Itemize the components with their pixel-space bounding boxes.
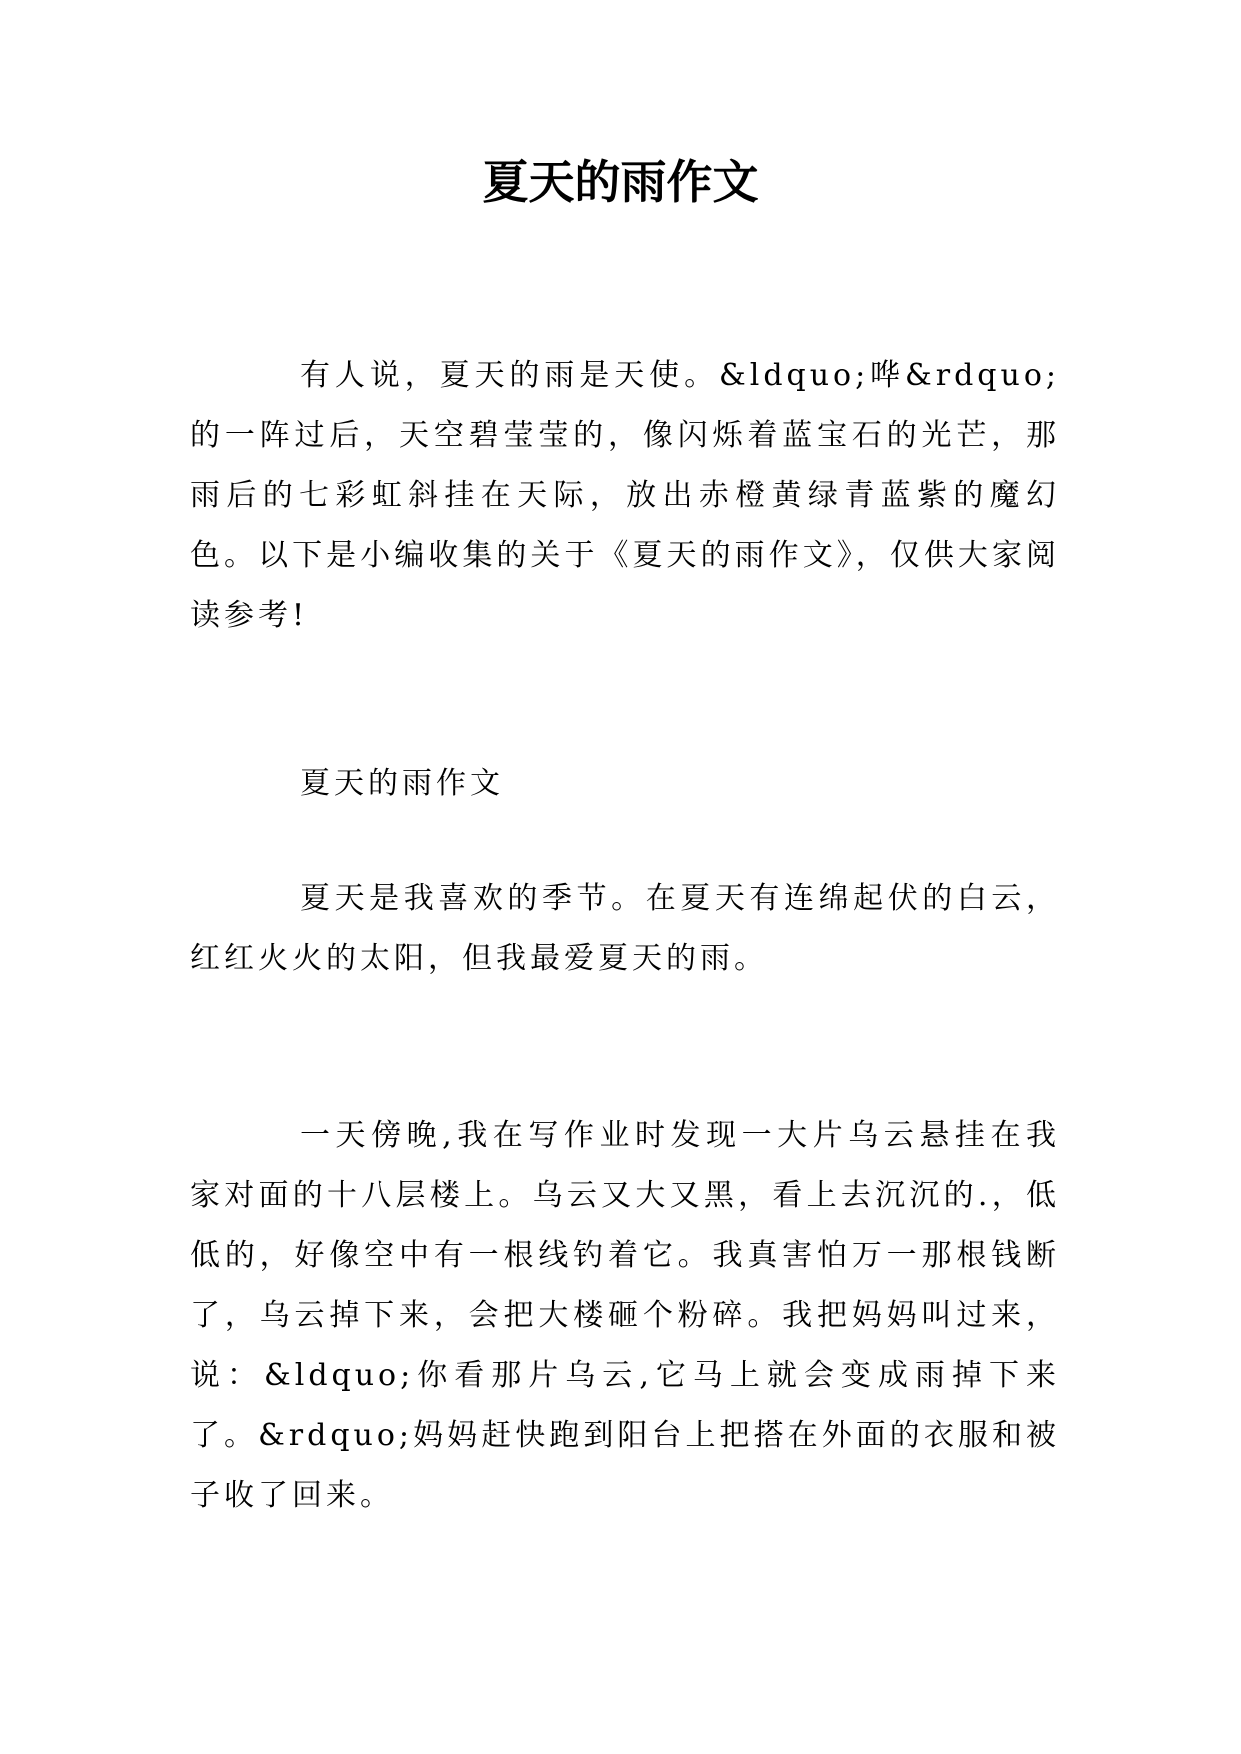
body-paragraph: 一天傍晚,我在写作业时发现一大片乌云悬挂在我家对面的十八层楼上。乌云又大又黑，看上去沉沉的.，低低的，好像空中有一根线钓着它。我真害怕万一那根钱断了，乌云掉下来，会把大楼砸个粉碎。我把妈妈叫过来，说：&ldquo;你看那片乌云,它马上就会变成雨掉下来了。&rdquo;妈妈赶快跑到阳台上把搭在外面的衣服和被子收了回来。 bbox=[190, 1118, 1060, 1513]
section-subheading: 夏天的雨作文 bbox=[300, 766, 504, 801]
intro-paragraph: 有人说，夏天的雨是天使。&ldquo;哗&rdquo;的一阵过后，天空碧莹莹的，像闪烁着蓝宝石的光芒，那雨后的七彩虹斜挂在天际，放出赤橙黄绿青蓝紫的魔幻色。以下是小编收集的关于《夏天的雨作文》，仅供大家阅读参考! bbox=[190, 358, 1060, 633]
body-paragraph: 夏天是我喜欢的季节。在夏天有连绵起伏的白云，红红火火的太阳，但我最爱夏天的雨。 bbox=[190, 881, 1060, 976]
document-title: 夏天的雨作文 bbox=[482, 155, 759, 209]
